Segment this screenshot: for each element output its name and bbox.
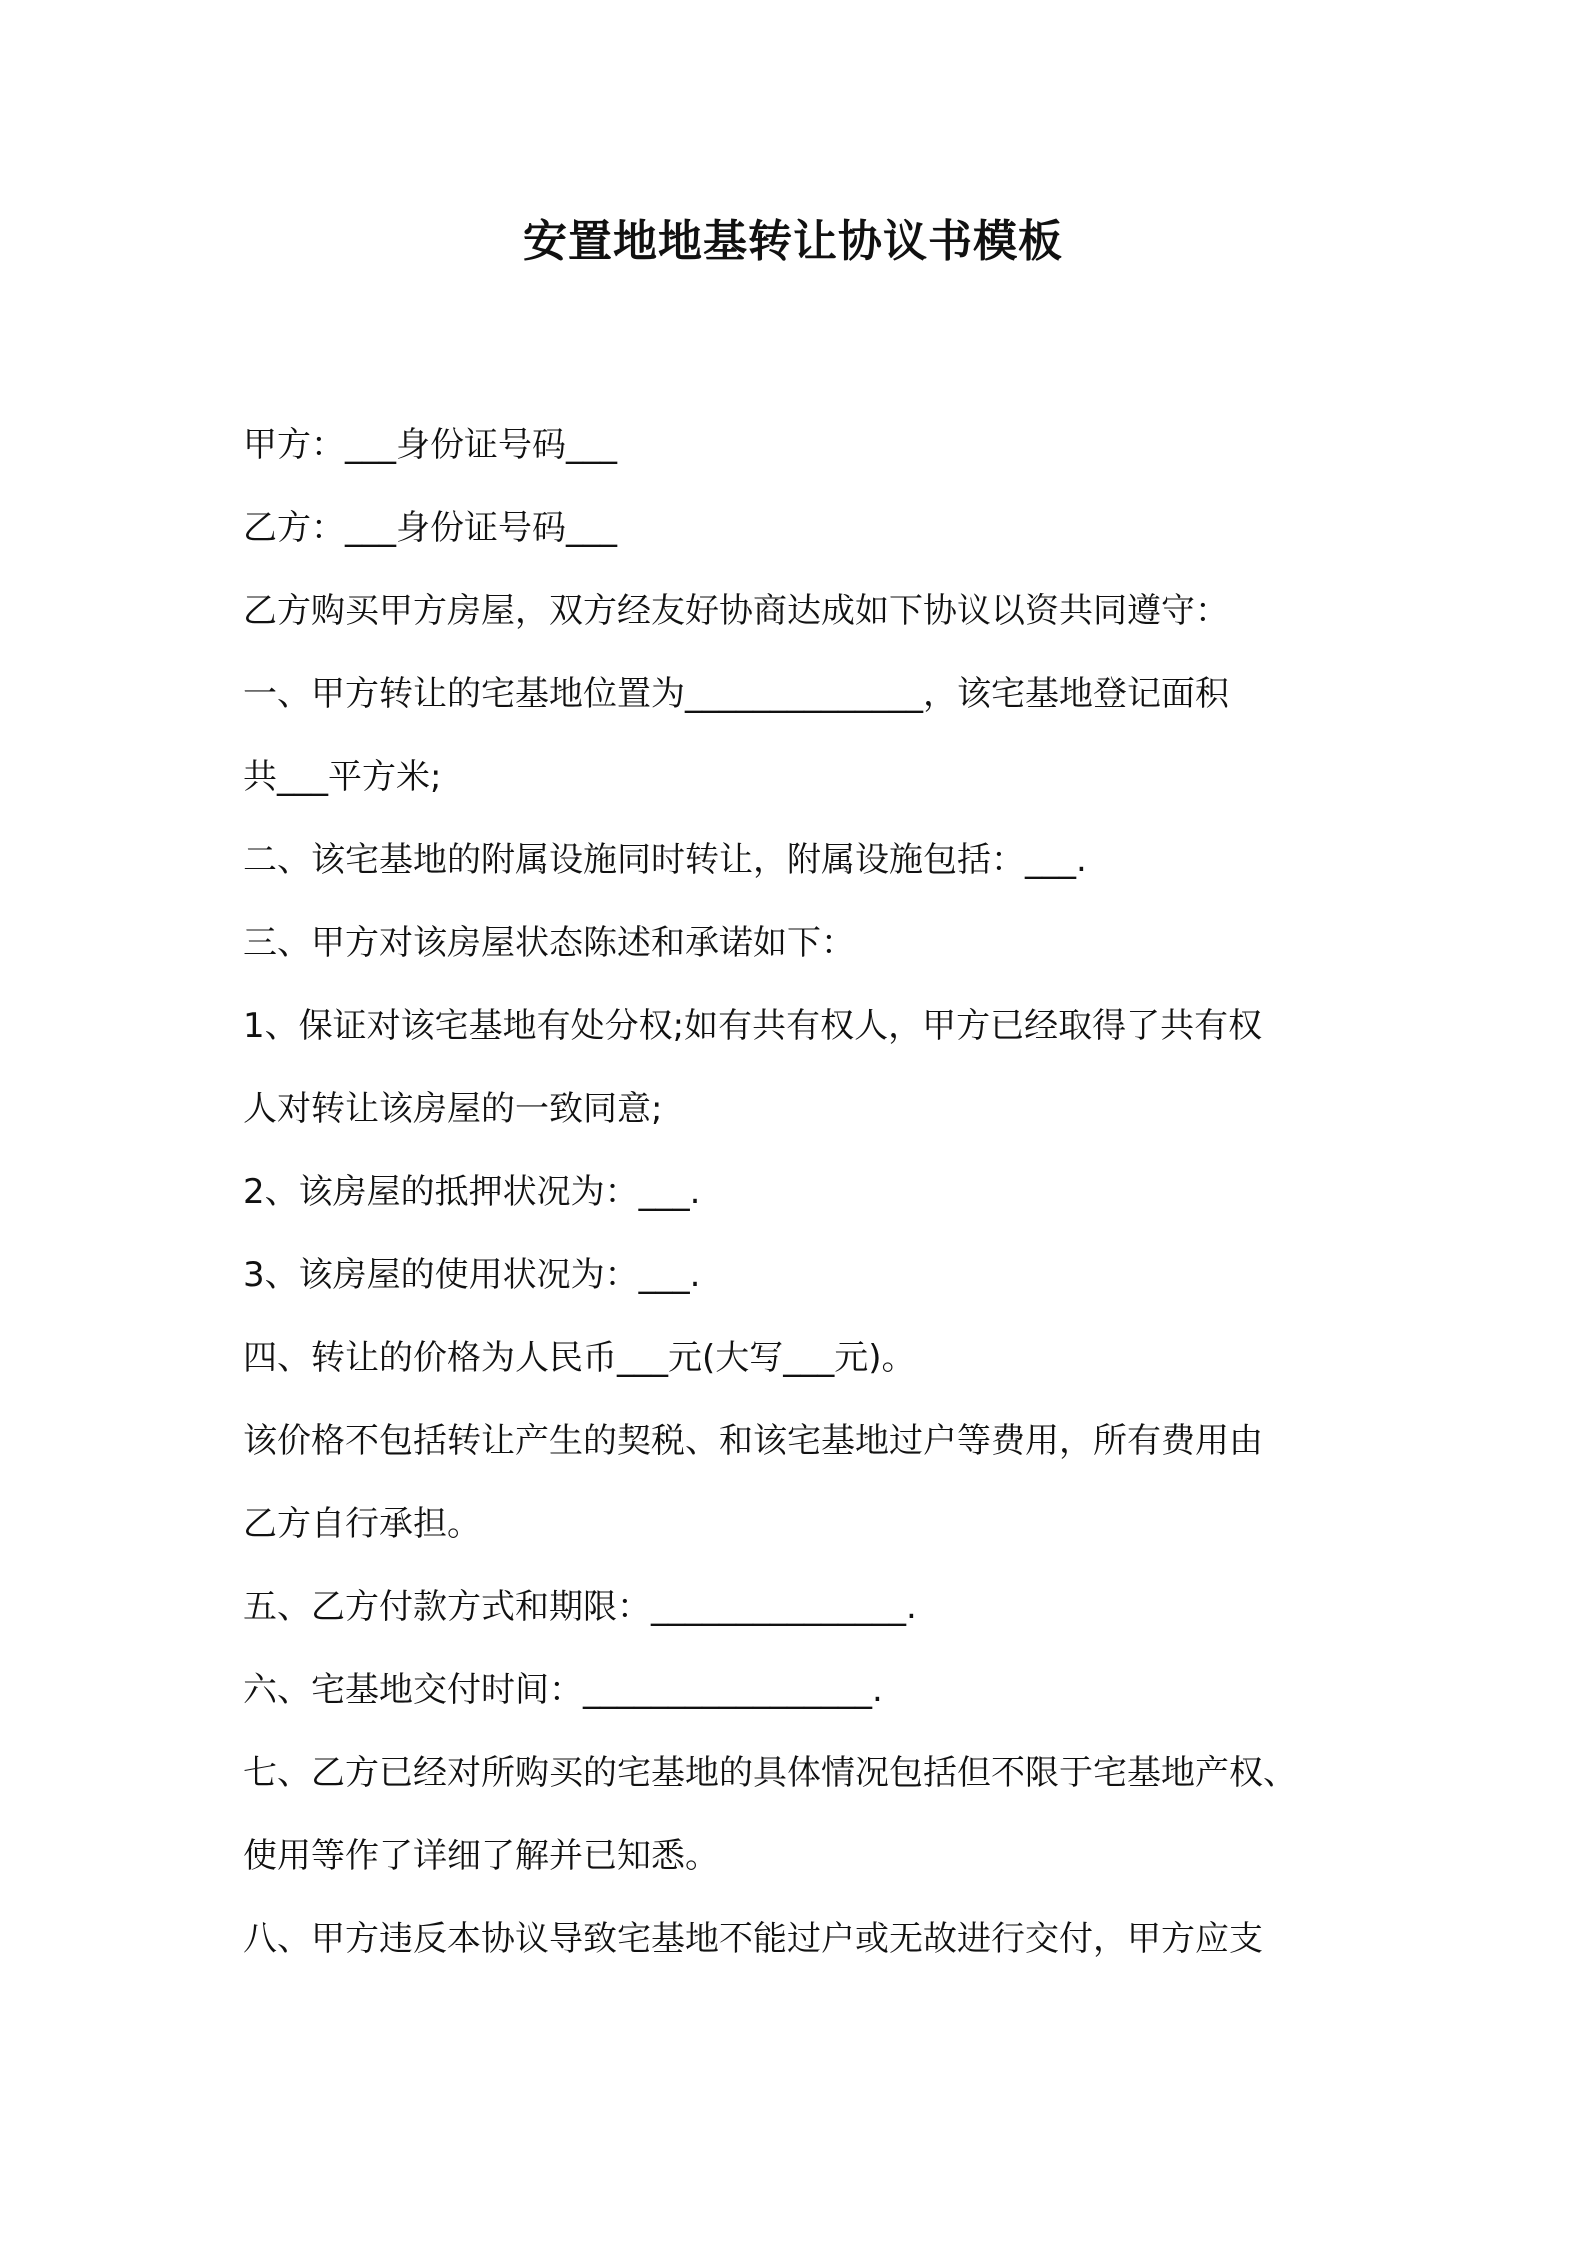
clause-7-line-2: 使用等作了详细了解并已知悉。 xyxy=(243,1836,719,1876)
document-body xyxy=(243,404,1363,1981)
clause-3-item-3-line: 3、该房屋的使用状况为：___. xyxy=(243,1255,701,1295)
clause-3-line: 三、甲方对该房屋状态陈述和承诺如下： xyxy=(243,923,855,963)
clause-5-line: 五、乙方付款方式和期限：_______________. xyxy=(243,1587,917,1627)
preamble-line: 乙方购买甲方房屋，双方经友好协商达成如下协议以资共同遵守： xyxy=(243,591,1229,631)
clause-2-line: 二、该宅基地的附属设施同时转让，附属设施包括：___. xyxy=(243,840,1087,880)
clause-8-line-1: 八、甲方违反本协议导致宅基地不能过户或无故进行交付，甲方应支 xyxy=(243,1919,1263,1959)
party-b-line: 乙方：___身份证号码___ xyxy=(243,508,617,548)
clause-3-item-2-line: 2、该房屋的抵押状况为：___. xyxy=(243,1172,701,1212)
clause-7-line-1: 七、乙方已经对所购买的宅基地的具体情况包括但不限于宅基地产权、 xyxy=(243,1753,1297,1793)
clause-6-line: 六、宅基地交付时间：_________________. xyxy=(243,1670,883,1710)
clause-4-note-line-2: 乙方自行承担。 xyxy=(243,1504,481,1544)
clause-3-item-1-line-2: 人对转让该房屋的一致同意; xyxy=(243,1089,663,1129)
document-title: 安置地地基转让协议书模板 xyxy=(523,216,1063,267)
clause-4-line: 四、转让的价格为人民币___元(大写___元)。 xyxy=(243,1338,916,1378)
party-a-line: 甲方：___身份证号码___ xyxy=(243,425,617,465)
clause-3-item-1-line-1: 1、保证对该宅基地有处分权;如有共有权人，甲方已经取得了共有权 xyxy=(243,1006,1263,1046)
clause-4-note-line-1: 该价格不包括转让产生的契税、和该宅基地过户等费用，所有费用由 xyxy=(243,1421,1263,1461)
clause-1-line-1: 一、甲方转让的宅基地位置为______________，该宅基地登记面积 xyxy=(243,674,1229,714)
clause-1-line-2: 共___平方米; xyxy=(243,757,442,797)
